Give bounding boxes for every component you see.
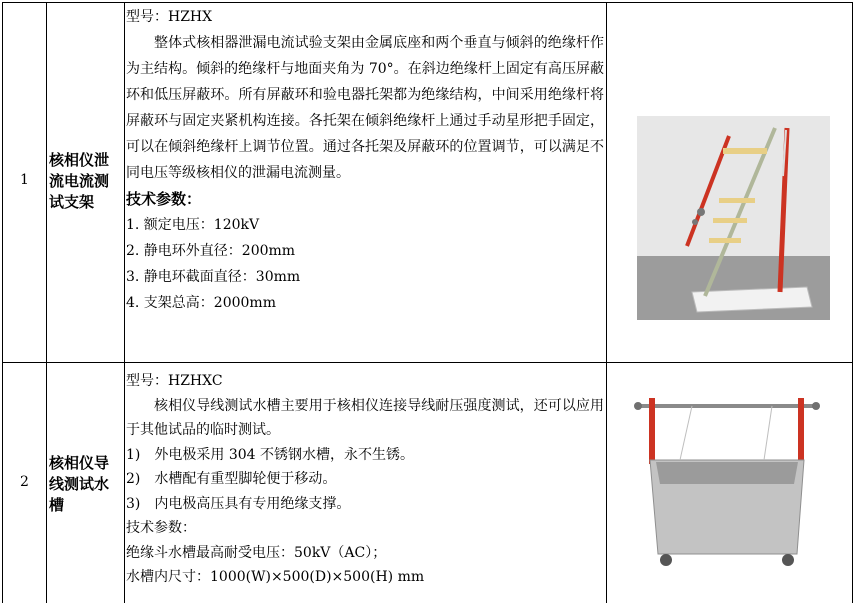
param-item: 1. 额定电压：120kV xyxy=(126,217,260,233)
description-text: 整体式核相器泄漏电流试验支架由金属底座和两个垂直与倾斜的绝缘杆作为主结构。倾斜的绝缘杆与地面夹角为 70°。在斜边绝缘杆上固定有高压屏蔽环和低压屏蔽环。所有屏蔽环和验电器托架都为绝缘结构，中间采用绝缘杆将屏蔽环与固定夹紧机构连接。各托架在倾斜绝缘杆上通过手动星形把手固定，可以在倾斜绝缘杆上调节位置。通过各托架及屏蔽环的位置调节，可以满足不同电压等级核相仪的泄漏电流测量。 xyxy=(126,35,604,181)
param-item: 4. 支架总高：2000mm xyxy=(126,295,276,311)
description-text: 核相仪导线测试水槽主要用于核相仪连接导线耐压强度测试，还可以应用于其他试品的临时测试。 xyxy=(126,397,604,438)
water-tank-photo xyxy=(632,394,822,570)
table-border-right xyxy=(852,2,853,603)
col-divider-3 xyxy=(606,2,607,603)
param-item: 3. 静电环截面直径：30mm xyxy=(126,269,301,285)
params-title: 技术参数： xyxy=(126,190,202,208)
model-number: 型号：HZHXC xyxy=(126,373,223,389)
param-item: 2. 静电环外直径：200mm xyxy=(126,243,296,259)
table-border-top xyxy=(2,2,853,3)
row-divider xyxy=(2,362,853,363)
row-index: 1 xyxy=(20,172,29,188)
feature-item: 3) 内电极高压具有专用绝缘支撑。 xyxy=(126,495,351,512)
param-item: 绝缘斗水槽最高耐受电压：50kV（AC）； xyxy=(126,544,387,561)
product-name: 核相仪泄流电流测试支架 xyxy=(49,151,110,211)
row-index: 2 xyxy=(20,474,29,490)
product-description xyxy=(126,369,604,590)
params-title: 技术参数： xyxy=(126,520,196,536)
product-name: 核相仪导线测试水槽 xyxy=(49,454,110,514)
col-divider-2 xyxy=(124,2,125,603)
feature-item: 2) 水槽配有重型脚轮便于移动。 xyxy=(126,471,337,487)
test-stand-photo xyxy=(637,116,830,320)
param-item: 水槽内尺寸：1000(W)×500(D)×500(H) mm xyxy=(126,569,425,585)
product-description xyxy=(126,4,604,316)
feature-item: 1) 外电极采用 304 不锈钢水槽，永不生锈。 xyxy=(126,446,414,463)
table-border-left xyxy=(2,2,3,603)
model-number: 型号：HZHX xyxy=(126,9,213,25)
col-divider-1 xyxy=(46,2,47,603)
